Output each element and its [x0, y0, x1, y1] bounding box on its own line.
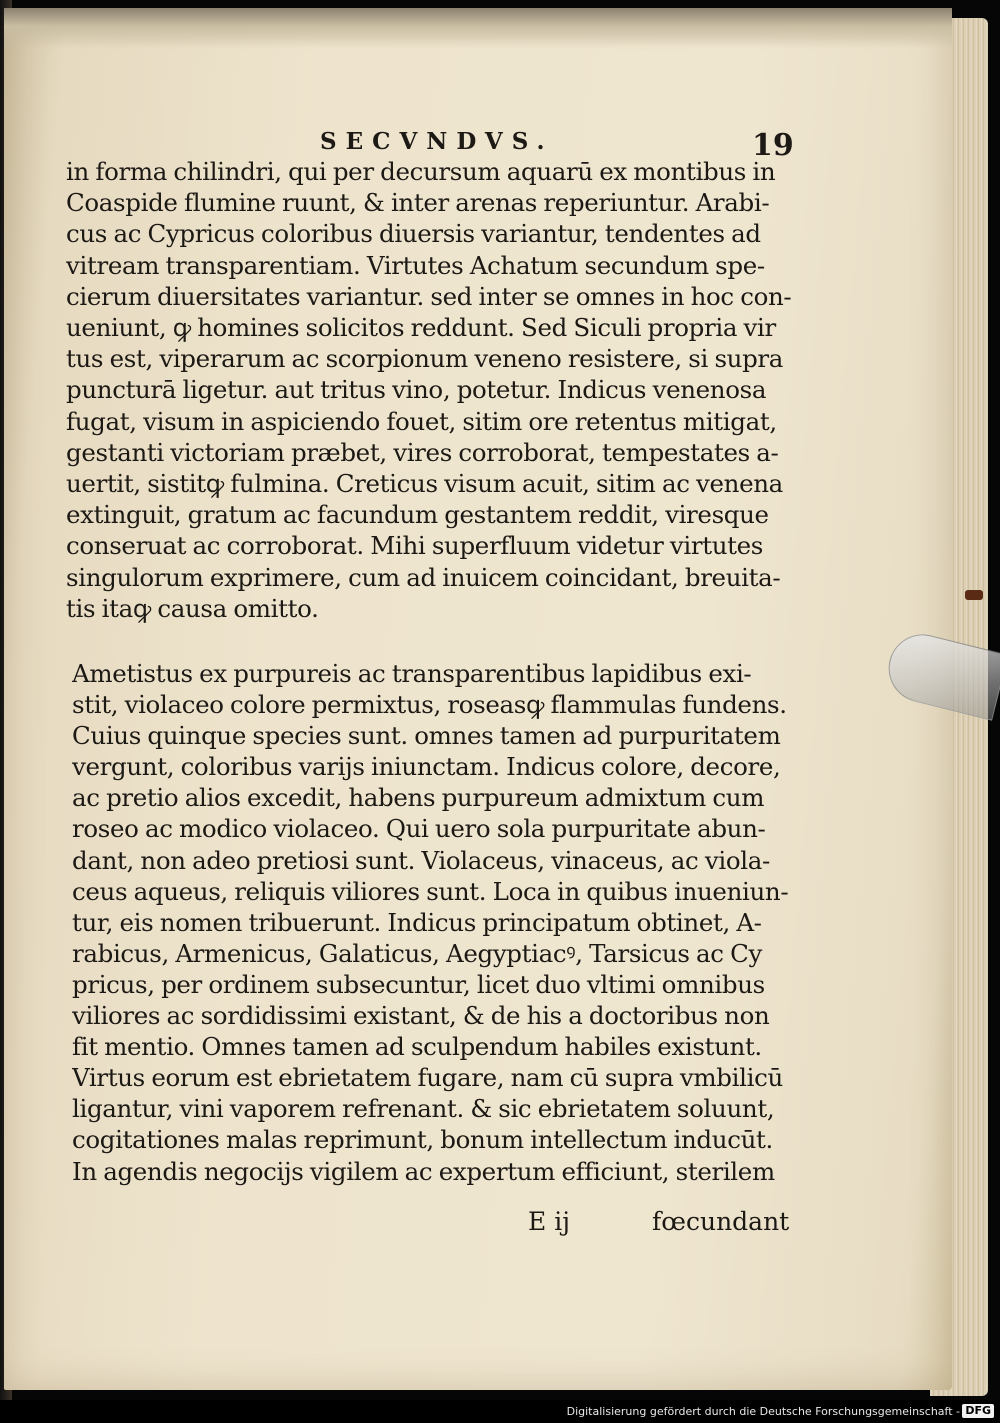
text-line: dant, non adeo pretiosi sunt. Violaceus, vinaceus, ac viola-	[72, 845, 770, 875]
text-line: cus ac Cypricus coloribus diuersis variantur, tendentes ad	[66, 219, 761, 249]
text-line: uertit, sistitꝙ fulmina. Creticus visum acuit, sitim ac venena	[66, 469, 783, 499]
text-line: extinguit, gratum ac facundum gestantem reddit, viresque	[66, 500, 769, 530]
text-line: vitream transparentiam. Virtutes Achatum secundum spe-	[66, 250, 765, 280]
text-line: Cuius quinque species sunt. omnes tamen ad purpuritatem	[72, 721, 781, 751]
text-line: in forma chilindri, qui per decursum aquarū ex montibus in	[66, 157, 776, 186]
dfg-logo: DFG	[962, 1404, 994, 1418]
text-line: ac pretio alios excedit, habens purpureum admixtum cum	[72, 783, 765, 813]
text-line: Coaspide flumine ruunt, & inter arenas reperiuntur. Arabi-	[66, 188, 770, 218]
text-line: pricus, per ordinem subsecuntur, licet duo vltimi omnibus	[72, 969, 765, 999]
text-line: cogitationes malas reprimunt, bonum intellectum inducūt.	[72, 1125, 773, 1155]
page-top-shadow	[4, 8, 952, 48]
text-line: tus est, viperarum ac scorpionum veneno resistere, si supra	[66, 344, 784, 374]
text-line: ligantur, vini vaporem refrenant. & sic ebrietatem soluunt,	[72, 1094, 775, 1124]
page-number: 19	[752, 128, 794, 163]
paragraph-one	[66, 156, 806, 624]
running-head: SECVNDVS.	[320, 128, 554, 155]
text-line: vergunt, coloribus varijs iniunctam. Indicus colore, decore,	[72, 752, 781, 782]
text-line: singulorum exprimere, cum ad inuicem coincidant, breuita-	[66, 562, 781, 592]
bookmark-ribbon	[965, 590, 983, 600]
text-line: rabicus, Armenicus, Galaticus, Aegyptiacꝰ, Tarsicus ac Cy	[72, 938, 762, 968]
text-line: In agendis negocijs vigilem ac expertum efficiunt, sterilem	[72, 1156, 775, 1186]
text-line: gestanti victoriam præbet, vires corroborat, tempestates a-	[66, 437, 779, 467]
paragraph-two	[72, 658, 812, 1187]
text-line: tis itaꝙ causa omitto.	[66, 593, 319, 623]
text-line: tur, eis nomen tribuerunt. Indicus principatum obtinet, A-	[72, 907, 762, 937]
signature-mark: E ij	[528, 1207, 570, 1236]
text-line: Virtus eorum est ebrietatem fugare, nam cū supra vmbilicū	[72, 1063, 783, 1093]
text-line: viliores ac sordidissimi existant, & de his a doctoribus non	[72, 1001, 770, 1031]
text-line: ueniunt, ꝙ homines solicitos reddunt. Sed Siculi propria vir	[66, 313, 776, 343]
text-line: cierum diuersitates variantur. sed inter se omnes in hoc con-	[66, 281, 792, 311]
text-line: Ametistus ex purpureis ac transparentibus lapidibus exi-	[72, 659, 752, 688]
text-line: ceus aqueus, reliquis viliores sunt. Loca in quibus inueniun-	[72, 876, 789, 906]
text-line: roseo ac modico violaceo. Qui uero sola purpuritate abun-	[72, 814, 766, 844]
footer-credit: Digitalisierung gefördert durch die Deutsche Forschungsgemeinschaft -	[566, 1405, 960, 1418]
text-line: stit, violaceo colore permixtus, roseasꝙ flammulas fundens.	[72, 690, 787, 720]
catchword: fœcundant	[652, 1207, 790, 1236]
text-line: fugat, visum in aspiciendo fouet, sitim ore retentus mitigat,	[66, 406, 777, 436]
text-line: puncturā ligetur. aut tritus vino, potetur. Indicus venenosa	[66, 375, 767, 405]
text-line: fit mentio. Omnes tamen ad sculpendum habiles existunt.	[72, 1032, 762, 1062]
text-line: conseruat ac corroborat. Mihi superfluum videtur virtutes	[66, 531, 764, 561]
